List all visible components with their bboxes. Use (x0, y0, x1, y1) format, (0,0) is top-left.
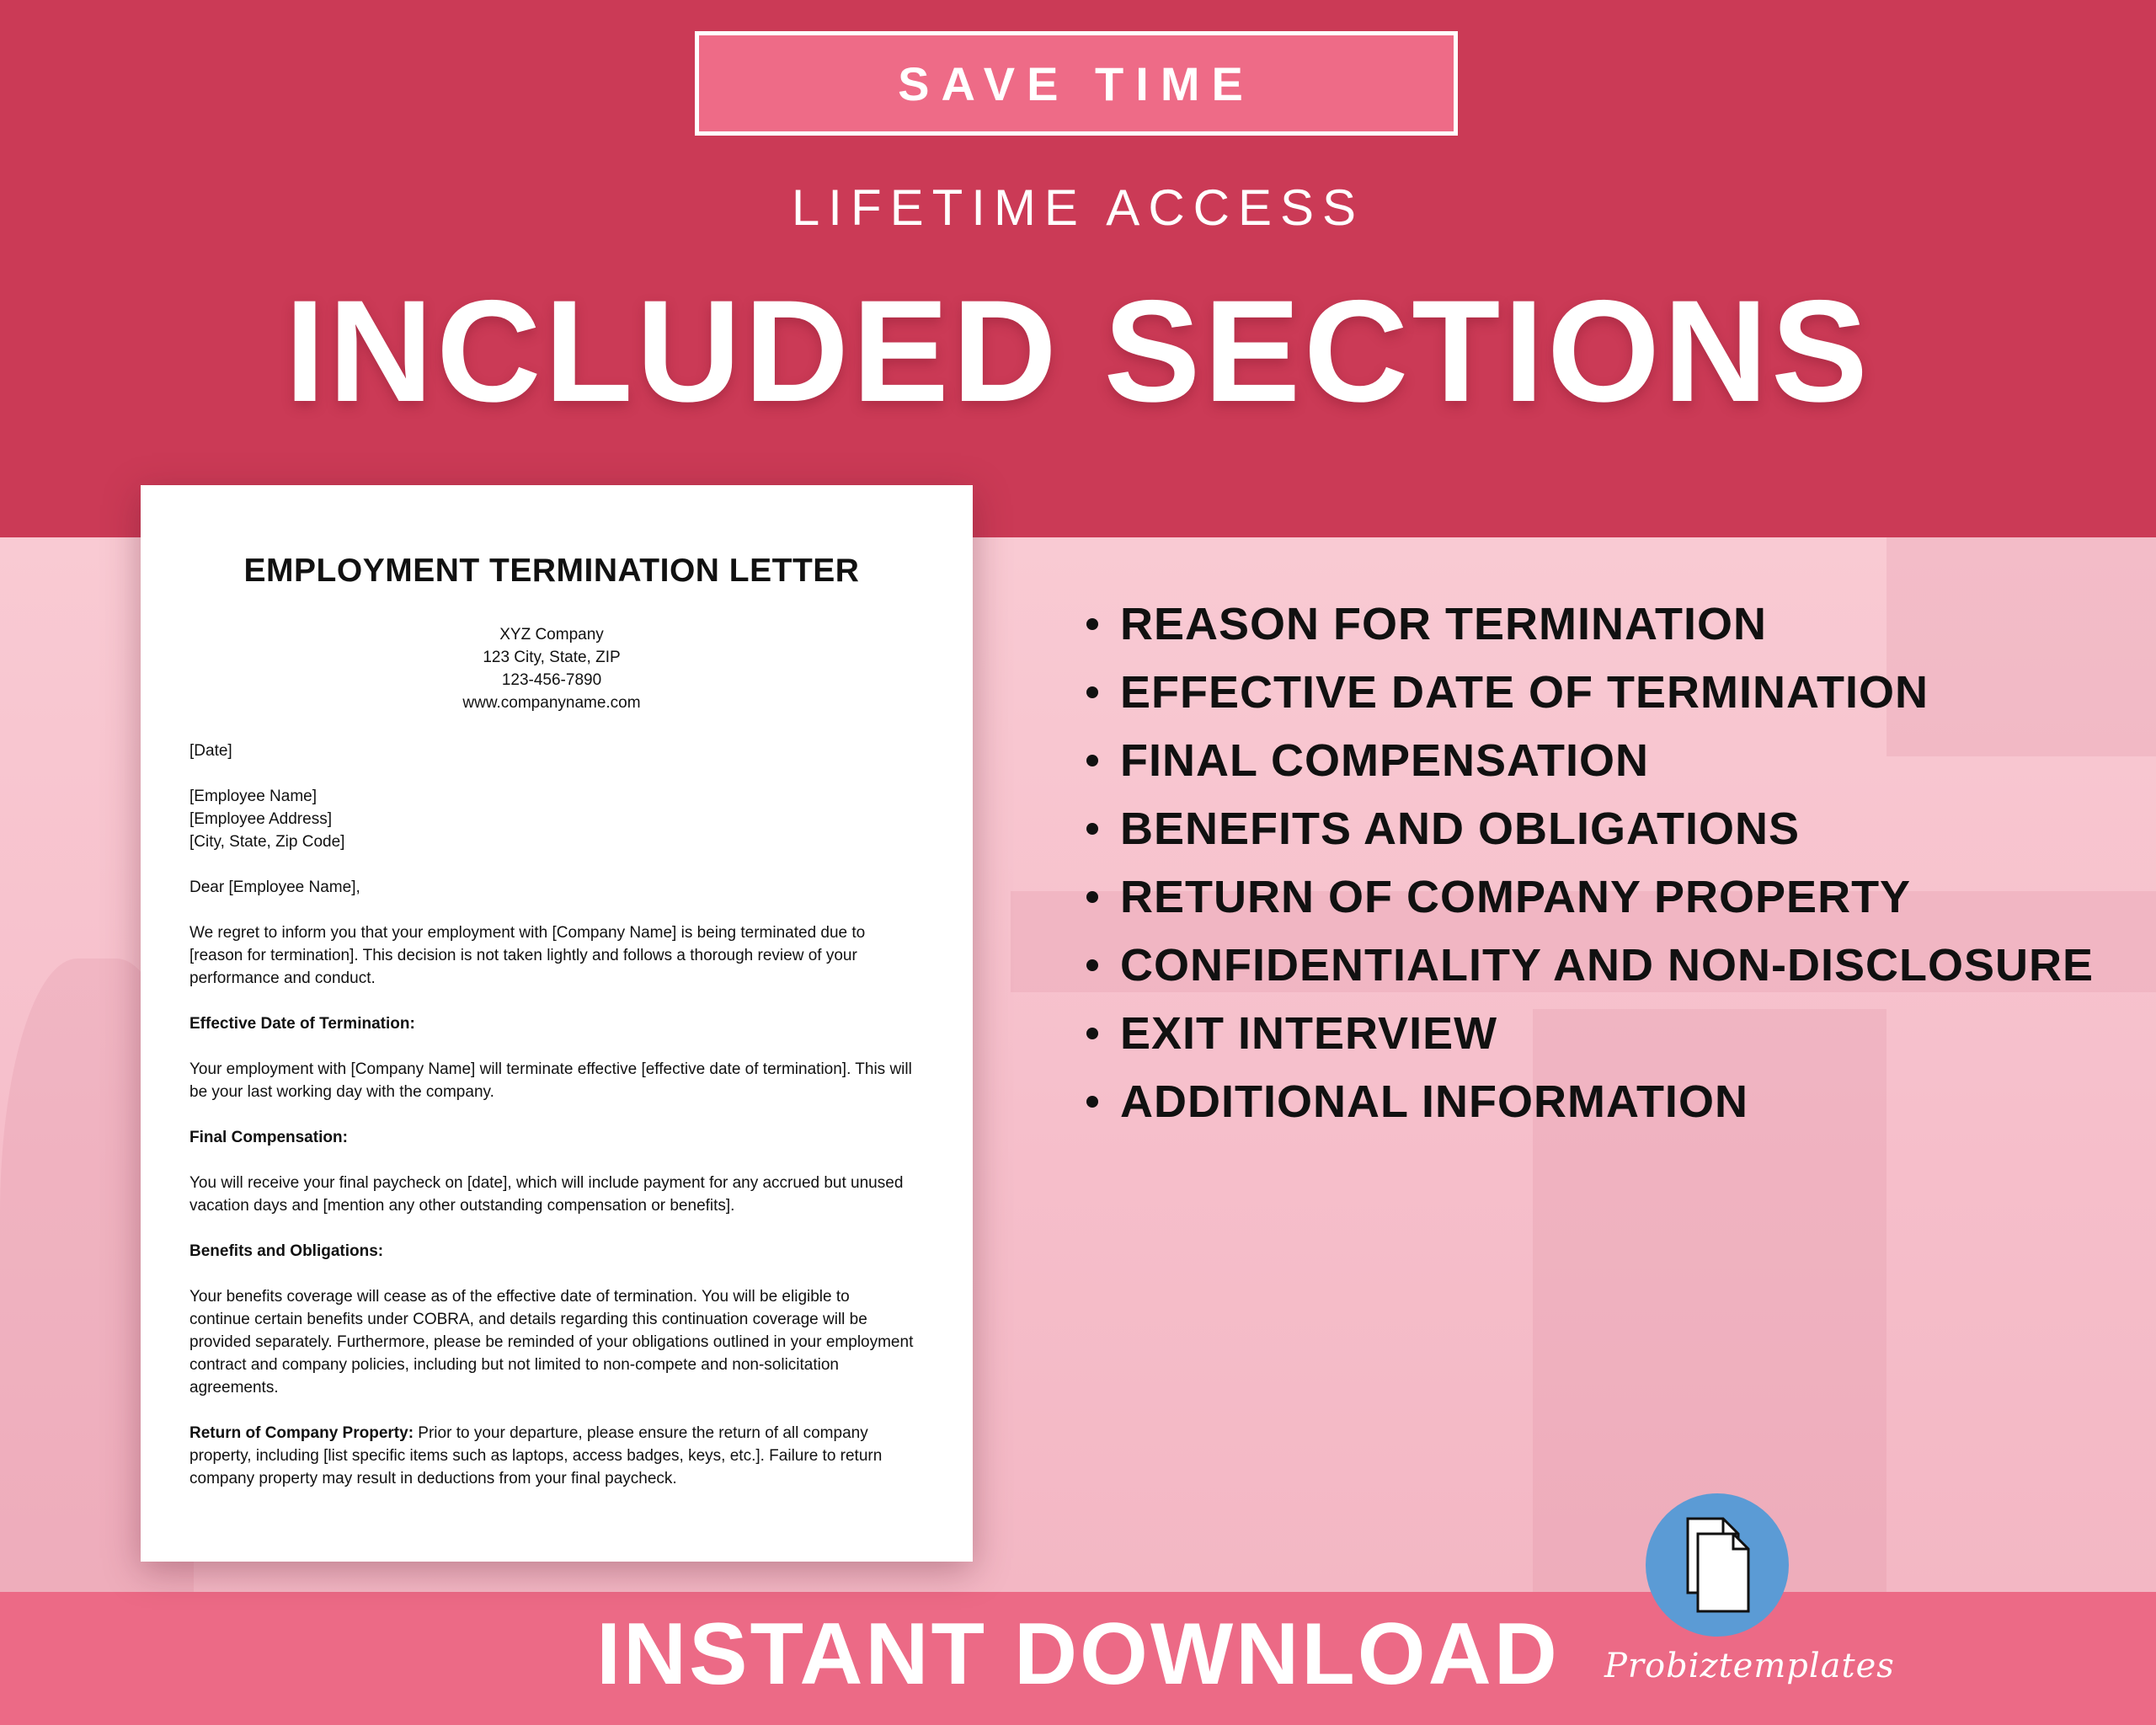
recipient-name: [Employee Name] (189, 788, 318, 805)
section-label: REASON FOR TERMINATION (1120, 598, 1767, 649)
company-name: XYZ Company (499, 626, 604, 644)
included-sections-list (1086, 590, 2148, 1135)
bullet-icon (1086, 686, 1098, 698)
list-item (1086, 1067, 2148, 1135)
document-title: EMPLOYMENT TERMINATION LETTER (243, 553, 860, 589)
list-item (1086, 726, 2148, 794)
bullet-icon (1086, 959, 1098, 971)
lifetime-access-label: LIFETIME ACCESS (791, 179, 1365, 236)
final-compensation-paragraph: You will receive your final paycheck on [date], which will include payment for any accrued but unused vacation days and [mention any other outstanding compensation or benefits]. (189, 1174, 904, 1215)
list-item (1086, 590, 2148, 658)
instant-download-label: INSTANT DOWNLOAD (596, 1605, 1560, 1703)
recipient-address: [Employee Address] (189, 810, 332, 828)
section-label: BENEFITS AND OBLIGATIONS (1120, 803, 1800, 854)
brand-logo (1646, 1493, 1789, 1637)
intro-paragraph: We regret to inform you that your employment with [Company Name] is being terminated due to [reason for termination]. This decision is not taken lightly and follows a thorough review of your performance and conduct. (189, 924, 866, 987)
bullet-icon (1086, 755, 1098, 766)
bullet-icon (1086, 618, 1098, 630)
section-label: CONFIDENTIALITY AND NON-DISCLOSURE (1120, 939, 2095, 991)
list-item (1086, 862, 2148, 931)
document-preview (141, 485, 973, 1562)
bullet-icon (1086, 1028, 1098, 1039)
section-label: ADDITIONAL INFORMATION (1120, 1076, 1748, 1127)
company-address: 123 City, State, ZIP (483, 649, 621, 666)
bullet-icon (1086, 891, 1098, 903)
recipient-block (189, 785, 914, 853)
company-block (189, 623, 914, 714)
benefits-paragraph: Your benefits coverage will cease as of the effective date of termination. You will be eligible to continue certain benefits under COBRA, and details regarding this continuation coverage will be provided separately. Furthermore, please be reminded of your obligations outlined in your employment contract and company policies, including but not limited to non-compete and non-solicitation agreements. (189, 1288, 914, 1397)
property-text: Prior to your departure, please ensure the return of all company property, including [list specific items such as laptops, access badges, keys, etc.]. Failure to return company property may result in deductions from your final paycheck. (189, 1424, 883, 1487)
property-heading: Return of Company Property: (189, 1424, 414, 1442)
property-paragraph (189, 1422, 914, 1490)
effective-date-heading: Effective Date of Termination: (189, 1015, 415, 1033)
final-compensation-heading: Final Compensation: (189, 1129, 348, 1146)
page-title: INCLUDED SECTIONS (285, 270, 1871, 432)
recipient-city: [City, State, Zip Code] (189, 833, 345, 851)
bullet-icon (1086, 1096, 1098, 1108)
save-time-badge: SAVE TIME (695, 31, 1458, 136)
list-item (1086, 658, 2148, 726)
brand-name: Probiztemplates (1604, 1647, 1895, 1685)
section-label: EFFECTIVE DATE OF TERMINATION (1120, 666, 1929, 718)
list-item (1086, 794, 2148, 862)
section-label: RETURN OF COMPANY PROPERTY (1120, 871, 1912, 922)
list-item (1086, 931, 2148, 999)
company-website: www.companyname.com (462, 694, 641, 712)
documents-icon (1646, 1493, 1789, 1637)
section-label: EXIT INTERVIEW (1120, 1007, 1498, 1059)
benefits-heading: Benefits and Obligations: (189, 1242, 384, 1260)
company-phone: 123-456-7890 (501, 671, 602, 689)
letter-date: [Date] (189, 742, 232, 760)
effective-date-paragraph: Your employment with [Company Name] will terminate effective [effective date of termination]. This will be your last working day with the company. (189, 1060, 912, 1101)
list-item (1086, 999, 2148, 1067)
salutation: Dear [Employee Name], (189, 879, 360, 896)
bullet-icon (1086, 823, 1098, 835)
section-label: FINAL COMPENSATION (1120, 734, 1650, 786)
